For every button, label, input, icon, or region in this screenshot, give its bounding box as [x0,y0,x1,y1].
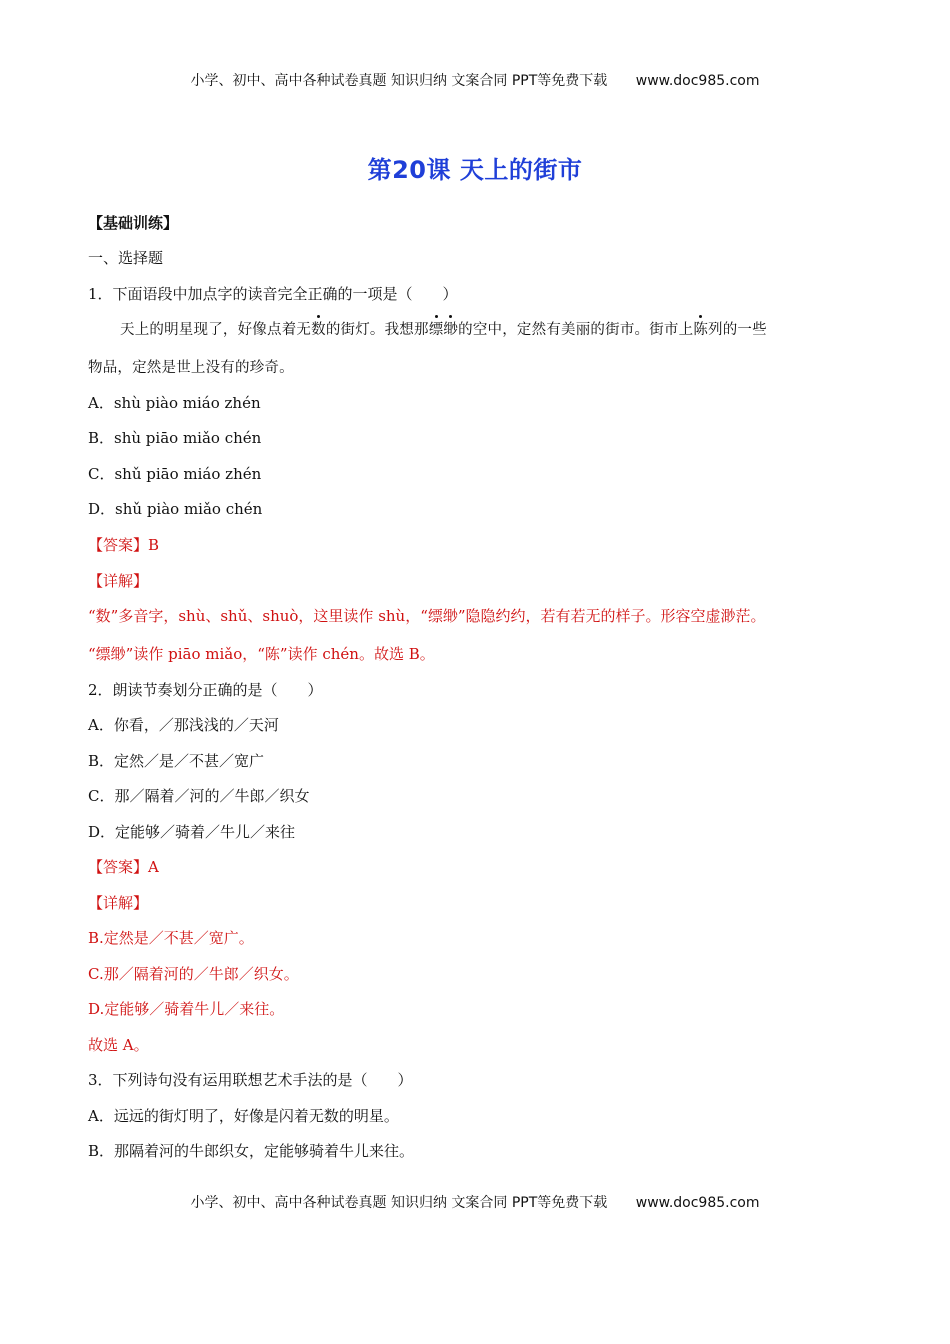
q2-option-d: D．定能够／骑着／牛儿／来往 [88,823,296,841]
part-heading: 一、选择题 [88,249,164,267]
q3-option-a: A．远远的街灯明了，好像是闪着无数的明星。 [88,1107,399,1125]
q2-answer: 【答案】A [88,858,159,876]
q2-option-a: A．你看，／那浅浅的／天河 [88,716,279,734]
q1-explain-1: “数”多音字，shù、shǔ、shuò，这里读作 shù，“缥缈”隐隐约约，若有若无的样子。形容空虚渺茫。 [88,607,766,625]
q2-explain-3: D.定能够／骑着牛儿／来往。 [88,1000,285,1018]
q1-answer: 【答案】B [88,536,160,554]
passage-seg: 天上的明星现了，好像点着无 [120,322,312,338]
q2-explain-4: 故选 A。 [88,1036,149,1054]
q2-explain-label: 【详解】 [88,894,149,912]
q1-explain-label: 【详解】 [88,572,149,590]
header-site[interactable]: www.doc985.com [635,73,760,89]
q1-option-a: A．shù piào miáo zhén [88,394,261,412]
passage-seg: 列的一些 [708,322,767,338]
q3-option-b: B．那隔着河的牛郎织女，定能够骑着牛儿来往。 [88,1142,415,1160]
q1-option-b: B．shù piāo miǎo chén [88,429,262,447]
passage-seg: 的空中，定然有美丽的街市。街市上 [458,322,694,338]
q2-stem: 2．朗读节奏划分正确的是（ ） [88,681,323,699]
q2-explain-1: B.定然是／不甚／宽广。 [88,929,254,947]
q3-stem: 3．下列诗句没有运用联想艺术手法的是（ ） [88,1071,413,1089]
footer-text: 小学、初中、高中各种试卷真题 知识归纳 文案合同 PPT等免费下载 [190,1195,608,1211]
q1-stem: 1．下面语段中加点字的读音完全正确的一项是（ ） [88,285,458,303]
dotted-char: 数 [311,322,326,338]
q2-option-c: C．那／隔着／河的／牛郎／织女 [88,787,310,805]
footer-site[interactable]: www.doc985.com [635,1195,760,1211]
q2-explain-2: C.那／隔着河的／牛郎／织女。 [88,965,299,983]
q1-passage-line1 [120,320,767,340]
header-text: 小学、初中、高中各种试卷真题 知识归纳 文案合同 PPT等免费下载 [190,73,608,89]
q1-explain-2: “缥缈”读作 piāo miǎo，“陈”读作 chén。故选 B。 [88,645,435,663]
q2-option-b: B．定然／是／不甚／宽广 [88,752,265,770]
section-heading: 【基础训练】 [88,214,179,232]
page-title: 第20课 天上的街市 [367,156,583,184]
dotted-char: 缥 [428,322,444,338]
passage-seg: 的街灯。我想那 [325,322,429,338]
q1-passage-line2: 物品，定然是世上没有的珍奇。 [88,360,294,376]
page-footer [0,1192,950,1212]
page-header-top [0,70,950,90]
q1-option-d: D．shǔ piào miǎo chén [88,500,263,518]
dotted-char: 缈 [443,322,459,338]
q1-option-c: C．shǔ piāo miáo zhén [88,465,262,483]
dotted-char: 陈 [693,322,709,338]
